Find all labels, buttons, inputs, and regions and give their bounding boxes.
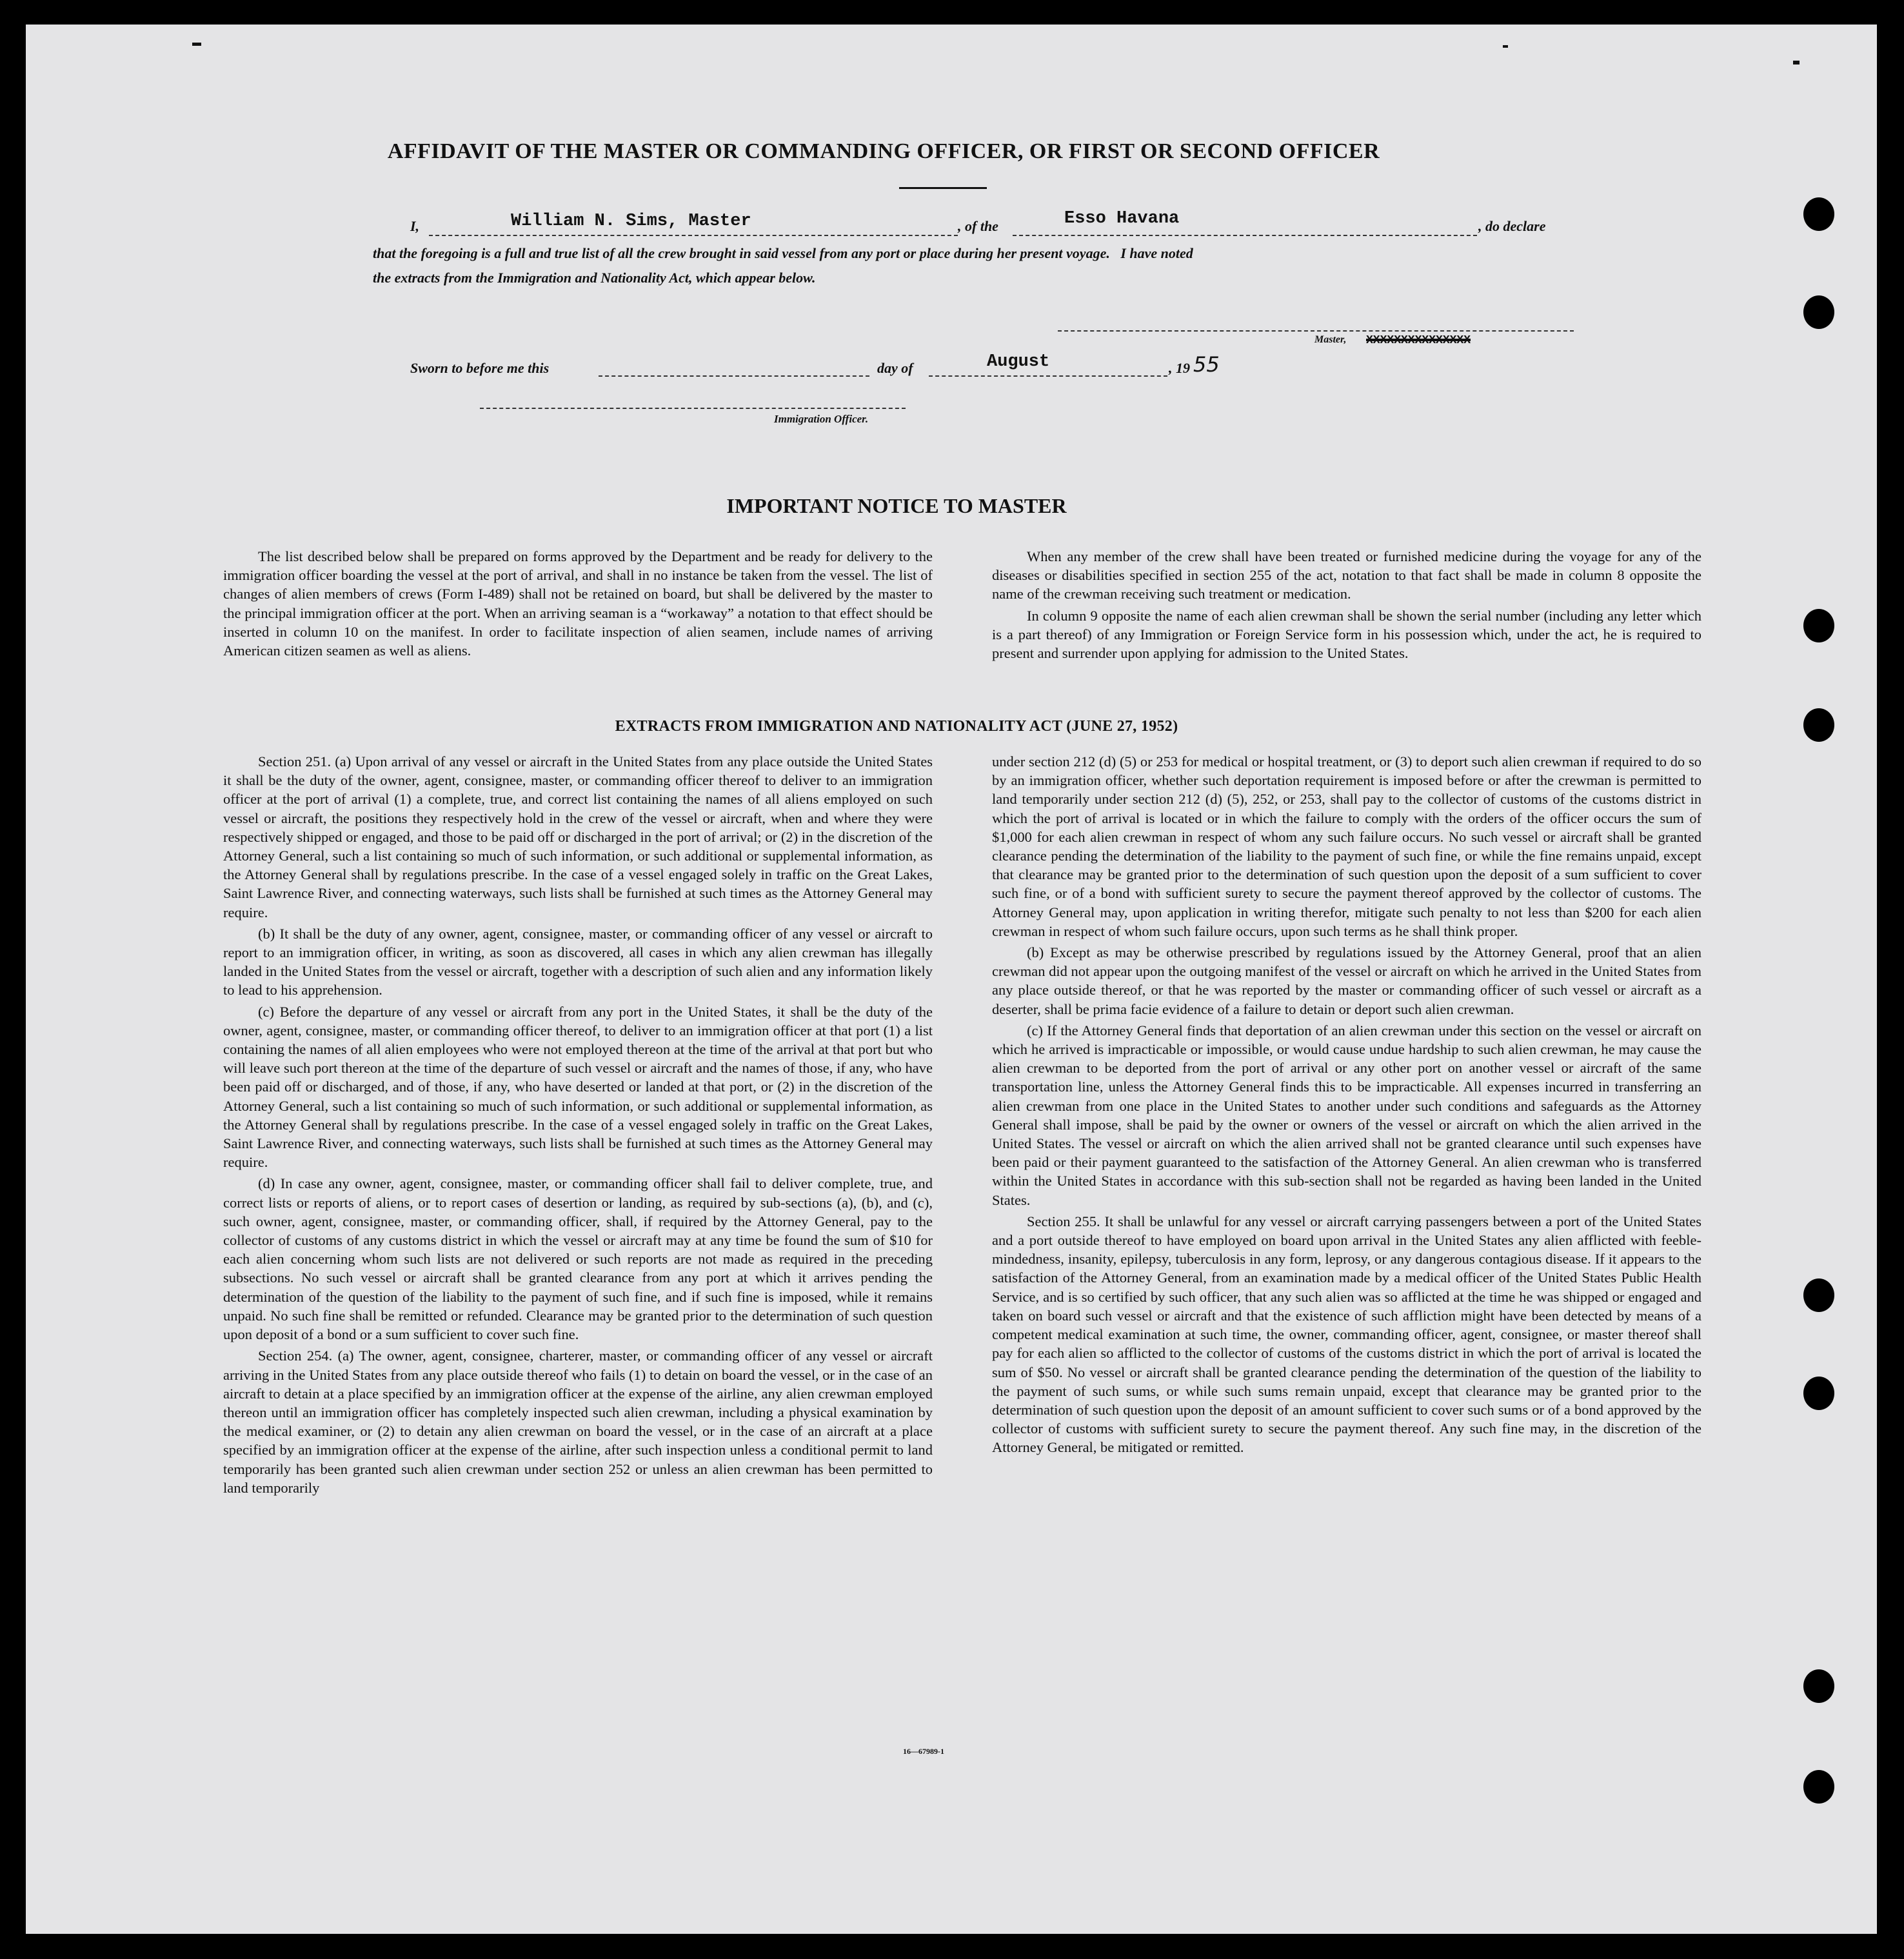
speck [1503, 45, 1508, 48]
sworn-day-underline [599, 375, 869, 377]
punch-hole [1803, 197, 1834, 231]
sworn-month: August [987, 352, 1050, 372]
extract-section-254b: (b) Except as may be otherwise prescribed by regulations issued by the Attorney General, proof that an alien crewman did not appear upon the outgoing manifest of the vessel or aircraft on which he arrived in the United States from any place outside thereof, or that he was reported by the master or commanding officer of such vessel or aircraft as a deserter, shall be prima facie evidence of a failure to detain or deport such alien crewman. [992, 944, 1701, 1017]
extract-section-254a-cont: under section 212 (d) (5) or 253 for medical or hospital treatment, or (3) to deport such alien crewman if required to do so by an immigration officer, whether such deportation requirement is imposed before or after the crewman is permitted to land temporarily under section 212 (d) (5), 252, or 253, shall pay to the collector of customs of the customs district in which the port of arrival is located or in which the failure to comply with the orders of the officer occurs the sum of $1,000 for each alien crewman in respect of whom any such failure occurs. No such vessel or aircraft shall be granted clearance pending the determination of the liability to the payment of such fine, or while the fine remains unpaid, except that clearance may be granted prior to the determination of such question upon the deposit of a sum sufficient to cover such fine, or of a bond with sufficient surety to secure the payment thereof approved by the collector of customs. The Attorney General may, upon application in writing therefor, mitigate such penalty to not less than $200 for each alien crewman in respect of whom such failure occurs, upon such terms as he shall think proper. [992, 753, 1701, 939]
extracts-right-column [992, 752, 1701, 1460]
declaration-line-1: that the foregoing is a full and true list of all the crew brought in said vessel from any port or place during her present voyage. I have noted [373, 245, 1193, 261]
vessel-underline [1013, 235, 1477, 236]
title-rule [899, 187, 987, 189]
notice-right-paragraph-2: In column 9 opposite the name of each alien crewman shall be shown the serial number (including any letter which is a part thereof) of any Immigration or Foreign Service form in his possession which, under the act, he is required to present and surrender upon applying for admission to the United States. [992, 607, 1701, 662]
of-the-label: , of the [958, 218, 998, 234]
officer-label: Immigration Officer. [774, 413, 869, 425]
declaration-line-2: the extracts from the Immigration and Nationality Act, which appear below. [373, 270, 816, 286]
year-prefix: , 19 [1169, 360, 1190, 376]
notice-left-paragraph: The list described below shall be prepared on forms approved by the Department and be ready for delivery to the immigration officer boarding the vessel at the port of arrival, and shall in no instance be taken from the vessel. The list of changes of alien members of crews (Form I-489) shall not be retained on board, but shall be delivered by the master to the principal immigration officer at the port. When an arriving seaman is a “workaway” a notation to that effect should be inserted in column 10 on the manifest. In order to facilitate inspection of alien seamen, include names of arriving American citizen seamen as well as aliens. [223, 548, 933, 659]
do-declare-label: , do declare [1478, 218, 1546, 234]
extract-section-251a: Section 251. (a) Upon arrival of any vessel or aircraft in the United States from any place outside the United States it shall be the duty of the owner, agent, consignee, master, or commanding officer thereof to deliver to an immigration officer at the port of arrival (1) a complete, true, and correct list containing the names of all aliens employed on such vessel or aircraft, the positions they respectively hold in the crew of the vessel or aircraft, when and where they were respectively shipped or engaged, and those to be paid off or discharged in the port of arrival; or (2) in the discretion of the Attorney General, such a list containing so much of such information, or such additional or supplemental information, as the Attorney General shall by regulations prescribe. In the case of a vessel engaged solely in traffic on the Great Lakes, Saint Lawrence River, and connecting waterways, such lists shall be furnished at such times as the Attorney General may require. [223, 753, 933, 920]
extract-section-254a: Section 254. (a) The owner, agent, consignee, charterer, master, or commanding officer of any vessel or aircraft arriving in the United States from any place outside thereof who fails (1) to detain on board the vessel, or in the case of an aircraft to detain at a place specified by an immigration officer at the expense of the airline, any alien crewman employed thereon until an immigration officer has completely inspected such alien crewman, including a physical examination by the medical examiner, or (2) to detain any alien crewman on board the vessel, or in the case of an aircraft at a place specified by an immigration officer at the expense of the airline, after such inspection unless a conditional permit to land temporarily has been granted such alien crewman under section 252 or unless an alien crewman has been permitted to land temporarily [223, 1347, 933, 1496]
speck [192, 43, 201, 46]
i-label: I, [410, 218, 420, 234]
extracts-left-column [223, 752, 933, 1500]
punch-hole [1803, 1669, 1834, 1703]
punch-hole [1803, 609, 1834, 642]
punch-hole [1803, 295, 1834, 329]
master-name: William N. Sims, Master [511, 212, 751, 231]
master-signature-line [1058, 330, 1574, 332]
vessel-name: Esso Havana [1064, 209, 1180, 228]
extract-section-251d: (d) In case any owner, agent, consignee, master, or commanding officer shall fail to deliver complete, true, and correct lists or reports of aliens, or to report cases of desertion or landing, as required by sub-sections (a), (b), and (c), such owner, agent, consignee, master, or commanding officer, shall, if required by the Attorney General, pay to the collector of customs of any customs district in which the vessel or aircraft may at any time be found the sum of $10 for each alien concerning whom such lists are not delivered or such reports are not made as required in the preceding subsections. No such vessel or aircraft shall be granted clearance from any port at which it arrives pending the determination of the question of the liability to the payment of such fine, and if such fine is imposed, while it remains unpaid. No such fine shall be remitted or refunded. Clearance may be granted prior to the determination of such question upon deposit of a bond or a sum sufficient to cover such fine. [223, 1175, 933, 1343]
year-suffix: 55 [1193, 352, 1220, 377]
notice-right-column [992, 547, 1701, 665]
master-struck-text: XXXXXXXXXXXXXXX [1366, 334, 1471, 347]
notice-title: IMPORTANT NOTICE TO MASTER [726, 494, 1067, 517]
affidavit-title: AFFIDAVIT OF THE MASTER OR COMMANDING OFFICER, OR FIRST OR SECOND OFFICER [387, 139, 1380, 163]
extracts-title: EXTRACTS FROM IMMIGRATION AND NATIONALITY ACT (JUNE 27, 1952) [615, 718, 1178, 735]
extract-section-251c: (c) Before the departure of any vessel or aircraft from any port in the United States, it shall be the duty of the owner, agent, consignee, master, or commanding officer thereof, to deliver to an immigration officer at that port (1) a list containing the names of all alien employees who were not employed thereon at the time of the arrival at that port but who will leave such port thereon at the time of the departure of such vessel or aircraft and the names of those, if any, who have been paid off or discharged, and of those, if any, who have deserted or landed at that port, or (2) in the discretion of the Attorney General, such a list containing so much of such information, or such additional or supplemental information, as the Attorney General shall by regulations prescribe. In the case of a vessel engaged solely in traffic on the Great Lakes, Saint Lawrence River, and connecting waterways, such lists shall be furnished at such times as the Attorney General may require. [223, 1003, 933, 1171]
notice-left-column [223, 547, 933, 662]
punch-hole [1803, 708, 1834, 742]
master-label: Master, [1314, 334, 1347, 345]
extract-section-251b: (b) It shall be the duty of any owner, agent, consignee, master, or commanding officer of any vessel or aircraft to report to an immigration officer, in writing, as soon as discovered, all cases in which any alien crewman has illegally landed in the United States from the vessel or aircraft, together with a description of such alien and any information likely to lead to his apprehension. [223, 925, 933, 999]
extract-section-254c: (c) If the Attorney General finds that deportation of an alien crewman under this section on the vessel or aircraft on which he arrived is impracticable or impossible, or would cause undue hardship to such alien crewman, he may cause the alien crewman to be deported from the port of arrival or any other port on another vessel or aircraft of the same transportation line, unless the Attorney General finds this to be impracticable. All expenses incurred in transferring an alien crewman from one place in the United States to another under such conditions and safeguards as the Attorney General shall impose, shall be paid by the owner or owners of the vessel or aircraft on which the alien arrived in the United States. The vessel or aircraft on which the alien arrived shall not be granted clearance until such expenses have been paid or their payment guaranteed to the satisfaction of the Attorney General. An alien crewman who is transferred within the United States in accordance with this sub-section shall not be regarded as having been landed in the United States. [992, 1022, 1701, 1208]
name-underline [429, 235, 958, 236]
punch-hole [1803, 1278, 1834, 1312]
punch-hole [1803, 1770, 1834, 1804]
form-code: 16—67989-1 [903, 1747, 944, 1756]
punch-hole [1803, 1377, 1834, 1410]
extract-section-255: Section 255. It shall be unlawful for any vessel or aircraft carrying passengers between a port of the United States and a port outside thereof to have employed on board upon arrival in the United States any alien afflicted with feeble-mindedness, insanity, epilepsy, tuberculosis in any form, leprosy, or any dangerous contagious disease. If it appears to the satisfaction of the Attorney General, from an examination made by a medical officer of the United States Public Health Service, and is so certified by such officer, that any such alien was so afflicted at the time he was shipped or engaged and taken on board such vessel or aircraft and that the existence of such affliction might have been detected by means of a competent medical examination at such time, the owner, commanding officer, agent, consignee, or master thereof shall pay for each alien so afflicted to the collector of customs of the customs district in which the port of arrival is located the sum of $50. No vessel or aircraft shall be granted clearance pending the determination of the question of the liability to the payment of such sums, or while such sums remain unpaid, except that clearance may be granted prior to the determination of such question upon the deposit of an amount sufficient to cover such sums or of a bond approved by the collector of customs with sufficient surety to secure the payment thereof. Any such fine may, in the discretion of the Attorney General, be mitigated or remitted. [992, 1213, 1701, 1456]
speck [1793, 61, 1800, 65]
officer-signature-line [480, 408, 906, 409]
document-page [26, 25, 1877, 1934]
day-of-label: day of [877, 360, 913, 376]
notice-right-paragraph-1: When any member of the crew shall have been treated or furnished medicine during the voyage for any of the diseases or disabilities specified in section 255 of the act, notation to that fact shall be made in column 8 opposite the name of the crewman receiving such treatment or medication. [992, 548, 1701, 602]
month-underline [929, 375, 1167, 377]
sworn-label: Sworn to before me this [410, 360, 550, 376]
